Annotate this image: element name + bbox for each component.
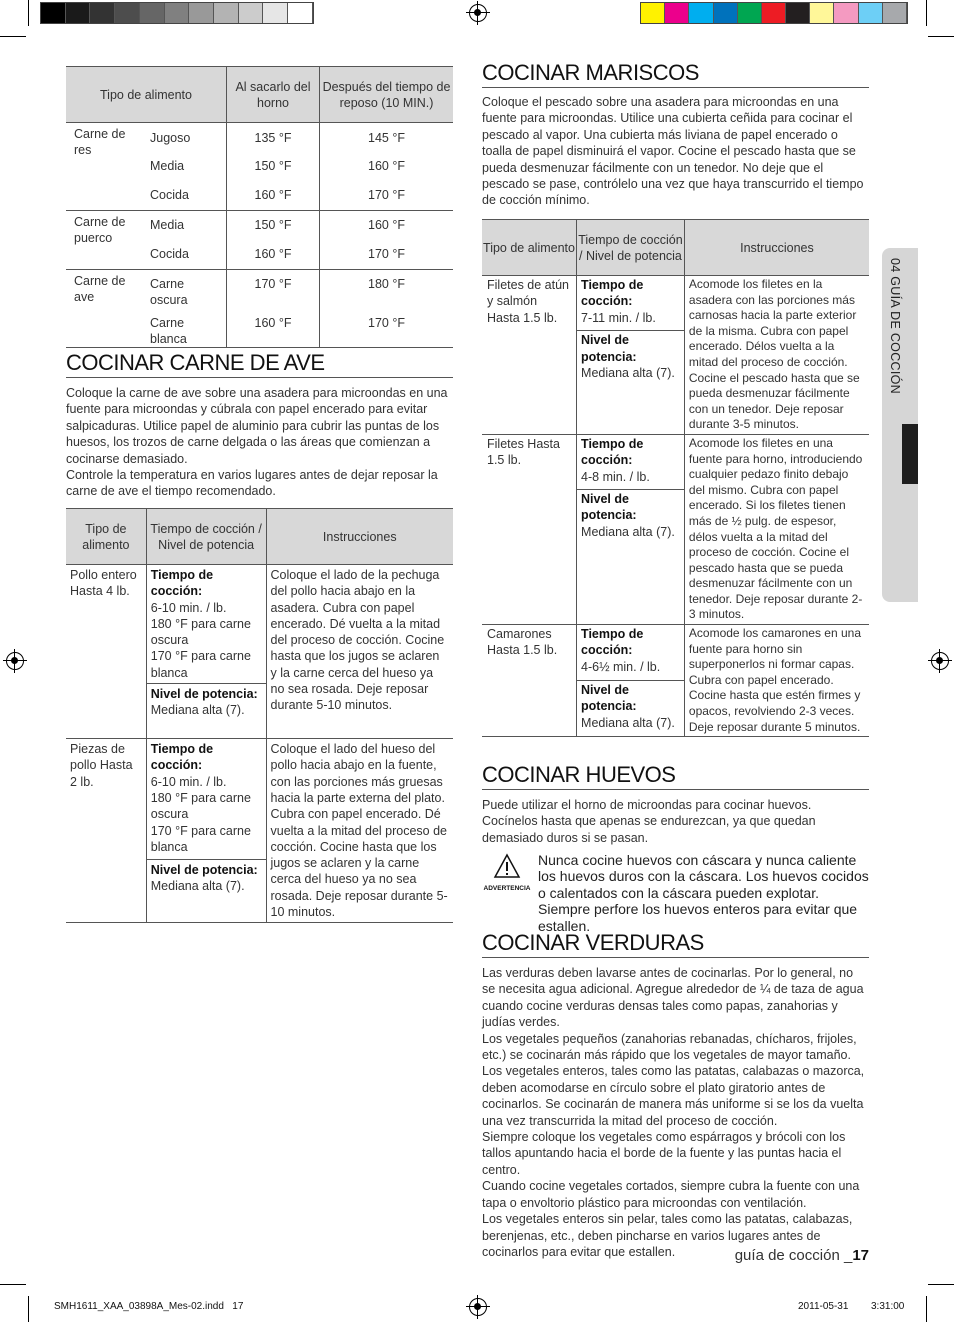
cook-note: 170 °F para carne blanca bbox=[150, 823, 251, 854]
food-type-cell: Camarones Hasta 1.5 lb. bbox=[487, 627, 558, 658]
doneness-cell: Media bbox=[150, 218, 185, 232]
cook-time-value: 7-11 min. / lb. bbox=[581, 310, 656, 325]
cook-time-label: Tiempo de cocción: bbox=[581, 436, 644, 468]
page-footer bbox=[640, 1247, 869, 1264]
gray-swatch bbox=[165, 3, 190, 23]
temp-out-cell: 135 °F bbox=[227, 123, 320, 152]
food-type-cell: Filetes Hasta 1.5 lb. bbox=[482, 434, 577, 624]
color-swatch bbox=[714, 3, 738, 23]
section-title-seafood: COCINAR MARISCOS bbox=[482, 60, 869, 88]
grayscale-bar bbox=[40, 2, 314, 24]
chapter-tab-marker bbox=[902, 424, 918, 484]
gray-swatch bbox=[115, 3, 140, 23]
column-header: Tipo de alimento bbox=[482, 220, 577, 276]
section-title-eggs: COCINAR HUEVOS bbox=[482, 762, 869, 790]
power-level-value: Mediana alta (7). bbox=[581, 365, 675, 380]
instructions-cell: Acomode los filetes en la asadera con las porciones más carnosas hacia la parte exterior de la misma. Cubra con papel encerado. Délos vuelta a la mitad del proceso de cocción. Cocine el pescado hasta que se pueda desmenuzar fácilmente con un tenedor. Deje reposar durante 3-5 minutos. bbox=[684, 276, 869, 435]
cook-note: 180 °F para carne oscura bbox=[150, 616, 251, 648]
color-swatch bbox=[738, 3, 762, 23]
crop-mark bbox=[0, 36, 26, 37]
registration-mark-icon bbox=[469, 4, 487, 22]
temp-out-cell: 150 °F bbox=[227, 152, 320, 181]
temp-after-cell: 170 °F bbox=[320, 181, 454, 211]
power-level-value: Mediana alta (7). bbox=[581, 715, 675, 730]
gray-swatch bbox=[214, 3, 239, 23]
vegetables-paragraph: Los vegetales pequeños (zanahorias rebanadas, chícharos, frijoles, etc.) se cocinarán más rápido que los vegetales de mayor tamaño. bbox=[482, 1031, 857, 1063]
color-swatch bbox=[762, 3, 786, 23]
power-level-label: Nivel de potencia: bbox=[150, 862, 258, 877]
cook-note: 180 °F para carne oscura bbox=[150, 790, 251, 822]
cook-time-label: Tiempo de cocción: bbox=[150, 742, 214, 773]
vegetables-paragraph: Las verduras deben lavarse antes de cocinarlas. Por lo general, no se necesita agua adicional. Agregue alrededor de ¼ de taza de agua cuando cocine verduras densas tales como papas, zanahorias y judías verdes. bbox=[482, 966, 864, 1030]
crop-mark bbox=[926, 0, 927, 26]
seafood-paragraph: Coloque el pescado sobre una asadera para microondas en una fuente para microondas. Utilice una cubierta ceñida para cocinar el pescado al vapor. Una cubierta más liviana de papel encerado o toalla de papel disminuirá el vapor. Cocine el pescado hasta que se pueda desmenuzar fácilmente con un tenedor. No deje que el pescado se pase, contrólelo una vez que haya transcurrido el tiempo de cocción mínimo. bbox=[482, 95, 864, 208]
chapter-tab bbox=[882, 248, 918, 602]
color-swatch bbox=[689, 3, 713, 23]
crop-mark bbox=[28, 0, 29, 26]
gray-swatch bbox=[189, 3, 214, 23]
crop-mark bbox=[0, 1284, 26, 1285]
power-level-value: Mediana alta (7). bbox=[150, 878, 245, 893]
crop-mark bbox=[926, 1296, 927, 1322]
chapter-tab-label: 04 GUÍA DE COCCIÓN bbox=[888, 258, 902, 394]
print-time: 3:31:00 bbox=[871, 1301, 905, 1312]
color-swatch bbox=[786, 3, 810, 23]
registration-mark-icon bbox=[6, 652, 24, 670]
gray-swatch bbox=[288, 3, 313, 23]
doneness-cell: Cocida bbox=[144, 181, 227, 211]
gray-swatch bbox=[90, 3, 115, 23]
vegetables-paragraph: Siempre coloque los vegetales como espárragos y brócoli con los tallos apuntando hacia el borde de la fuente y las puntas hacia el centro. bbox=[482, 1130, 846, 1177]
color-swatch bbox=[883, 3, 907, 23]
temp-after-cell: 170 °F bbox=[320, 309, 454, 348]
warning-text: Nunca cocine huevos con cáscara y nunca caliente los huevos duros con la cáscara. Los huevos cocidos o calentados con la cáscara pueden explotar. Siempre perfore los huevos enteros para evitar que estallen. bbox=[538, 852, 869, 934]
instructions-cell: Coloque el lado del hueso del pollo hacia abajo en la fuente, con las porciones más gruesas hacia la parte externa del plato. Cubra con papel encerado. Dé vuelta a la mitad del proceso de cocción. Cocine hasta que los jugos se aclaren y la carne cerca del hueso ya no sea rosada. Deje reposar durante 5-10 minutos. bbox=[266, 739, 453, 923]
food-type-cell: Pollo entero Hasta 4 lb. bbox=[66, 565, 146, 739]
instructions-cell: Acomode los camarones en una fuente para horno sin superponerlos ni formar capas. Cubra con papel encerado. Cocine hasta que estén firmes y opacos, revolviendo 2-3 veces. Deje reposar durante 5 minutos. bbox=[684, 625, 869, 737]
temp-out-cell: 170 °F bbox=[227, 270, 320, 309]
doneness-cell: Jugoso bbox=[150, 131, 191, 145]
doneness-cell: Cocida bbox=[144, 240, 227, 270]
temp-out-cell: 160 °F bbox=[227, 309, 320, 348]
food-type-cell: Piezas de pollo Hasta 2 lb. bbox=[70, 742, 133, 789]
column-header: Tipo de alimento bbox=[66, 509, 146, 565]
column-header: Tiempo de cocción / Nivel de potencia bbox=[146, 509, 266, 565]
warning-label: ADVERTENCIA bbox=[483, 885, 531, 892]
gray-swatch bbox=[41, 3, 66, 23]
color-swatch bbox=[665, 3, 689, 23]
poultry-paragraph: Coloque la carne de ave sobre una asadera para microondas en una fuente para microondas y cúbrala con papel encerado para evitar salpicaduras. Utilice papel de aluminio para cubrir las puntas de los huesos, los trozos de carne delgada o las áreas que comienzan a cocinarse demasiado. bbox=[66, 386, 448, 466]
cook-time-label: Tiempo de cocción: bbox=[150, 568, 214, 599]
cook-time-label: Tiempo de cocción: bbox=[581, 278, 644, 309]
cook-time-value: 6-10 min. / lb. bbox=[150, 600, 227, 615]
doneness-cell: Media bbox=[150, 158, 185, 173]
gray-swatch bbox=[140, 3, 165, 23]
gray-swatch bbox=[66, 3, 91, 23]
column-header: Tiempo de cocción / Nivel de potencia bbox=[577, 220, 685, 276]
registration-mark-icon bbox=[469, 1298, 487, 1316]
crop-mark bbox=[28, 1296, 29, 1322]
power-level-value: Mediana alta (7). bbox=[581, 524, 675, 539]
section-title-vegetables: COCINAR VERDURAS bbox=[482, 930, 869, 958]
cook-time-label: Tiempo de cocción: bbox=[581, 627, 644, 658]
temp-after-cell: 180 °F bbox=[320, 270, 454, 309]
temp-after-cell: 160 °F bbox=[320, 211, 454, 240]
cook-time-value: 6-10 min. / lb. bbox=[150, 774, 227, 789]
power-level-value: Mediana alta (7). bbox=[150, 703, 245, 718]
registration-mark-icon bbox=[931, 652, 949, 670]
gray-swatch bbox=[263, 3, 288, 23]
temp-out-cell: 160 °F bbox=[227, 181, 320, 211]
column-header: Instrucciones bbox=[266, 509, 453, 565]
column-header: Tipo de alimento bbox=[66, 67, 227, 123]
page-number: 17 bbox=[852, 1247, 869, 1264]
poultry-table bbox=[66, 508, 453, 923]
crop-mark bbox=[928, 1284, 954, 1285]
temp-out-cell: 150 °F bbox=[227, 211, 320, 240]
eggs-paragraph: Puede utilizar el horno de microondas para cocinar huevos. Cocínelos hasta que apenas se endurezcan, ya que quedan demasiado duros si se pasan. bbox=[482, 798, 816, 845]
cook-time-value: 4-8 min. / lb. bbox=[581, 469, 650, 484]
doneness-cell: Carne blanca bbox=[144, 309, 227, 348]
temp-after-cell: 160 °F bbox=[320, 152, 454, 181]
color-swatch bbox=[834, 3, 858, 23]
vegetables-text bbox=[482, 965, 869, 1260]
vegetables-paragraph: Cuando cocine vegetales cortados, siempre cubra la fuente con una tapa o envoltorio plástico para microondas con ventilación. bbox=[482, 1179, 860, 1210]
power-level-label: Nivel de potencia: bbox=[150, 687, 258, 702]
instructions-cell: Coloque el lado de la pechuga del pollo hacia abajo en la asadera. Cubra con papel encerado. Dé vuelta a la mitad del proceso de cocción. Cocine hasta que los jugos se aclaren y la carne cerca del hueso ya no sea rosada. Deje reposar durante 5-10 minutos. bbox=[266, 565, 453, 739]
food-type-cell: Filetes de atún y salmón Hasta 1.5 lb. bbox=[482, 276, 577, 435]
power-level-label: Nivel de potencia: bbox=[581, 333, 637, 364]
color-swatch bbox=[810, 3, 834, 23]
food-type-cell: Carne de res bbox=[66, 123, 144, 211]
print-date: 2011-05-31 bbox=[798, 1301, 849, 1312]
color-swatch bbox=[859, 3, 883, 23]
food-type-cell: Carne de ave bbox=[66, 270, 144, 348]
food-type-cell: Carne de puerco bbox=[66, 211, 144, 270]
color-bar bbox=[640, 2, 908, 24]
column-header: Después del tiempo de reposo (10 MIN.) bbox=[320, 67, 454, 123]
gray-swatch bbox=[239, 3, 264, 23]
doneness-cell: Carne oscura bbox=[150, 277, 188, 308]
temperature-table bbox=[66, 66, 453, 348]
temp-out-cell: 160 °F bbox=[227, 240, 320, 270]
temp-after-cell: 145 °F bbox=[320, 123, 454, 152]
color-swatch bbox=[641, 3, 665, 23]
power-level-label: Nivel de potencia: bbox=[581, 491, 637, 523]
vegetables-paragraph: Los vegetales enteros sin pelar, tales como las patatas, calabazas, berenjenas, etc., deben pincharse en varios lugares antes de cocinarlos para evitar que estallen. bbox=[482, 1212, 853, 1259]
power-level-label: Nivel de potencia: bbox=[581, 683, 637, 714]
cook-time-value: 4-6½ min. / lb. bbox=[581, 659, 661, 674]
file-slug: SMH1611_XAA_03898A_Mes-02.indd 17 bbox=[54, 1301, 244, 1312]
column-header: Al sacarlo del horno bbox=[227, 67, 320, 123]
footer-section: guía de cocción _ bbox=[734, 1247, 853, 1264]
vegetables-paragraph: Los vegetales enteros, tales como las patatas, calabazas o mazorca, deben acomodarse en círculo sobre el plato giratorio antes de cocinarlos. Se cocinarán de manera más uniforme si se los da vuelta una vez transcurrida la mitad del proceso de cocción. bbox=[482, 1064, 865, 1128]
seafood-table bbox=[482, 219, 869, 737]
poultry-paragraph: Controle la temperatura en varios lugares antes de dejar reposar la carne de ave el tiempo recomendado. bbox=[66, 468, 438, 499]
cook-note: 170 °F para carne blanca bbox=[150, 649, 251, 680]
column-header: Instrucciones bbox=[684, 220, 869, 276]
temp-after-cell: 170 °F bbox=[320, 240, 454, 270]
warning-icon bbox=[483, 853, 531, 892]
section-title-poultry: COCINAR CARNE DE AVE bbox=[66, 350, 453, 378]
instructions-cell: Acomode los filetes en una fuente para horno, introduciendo cualquier pedazo finito debajo del mismo. Cubra con papel encerado. Si los filetes tienen más de ½ pulg. de espesor, délos vuelta a la mitad del proceso de cocción. Cocine el pescado hasta que se pueda desmenuzar fácilmente con un tenedor. Deje reposar durante 2-3 minutos. bbox=[684, 434, 869, 624]
crop-mark bbox=[928, 36, 954, 37]
